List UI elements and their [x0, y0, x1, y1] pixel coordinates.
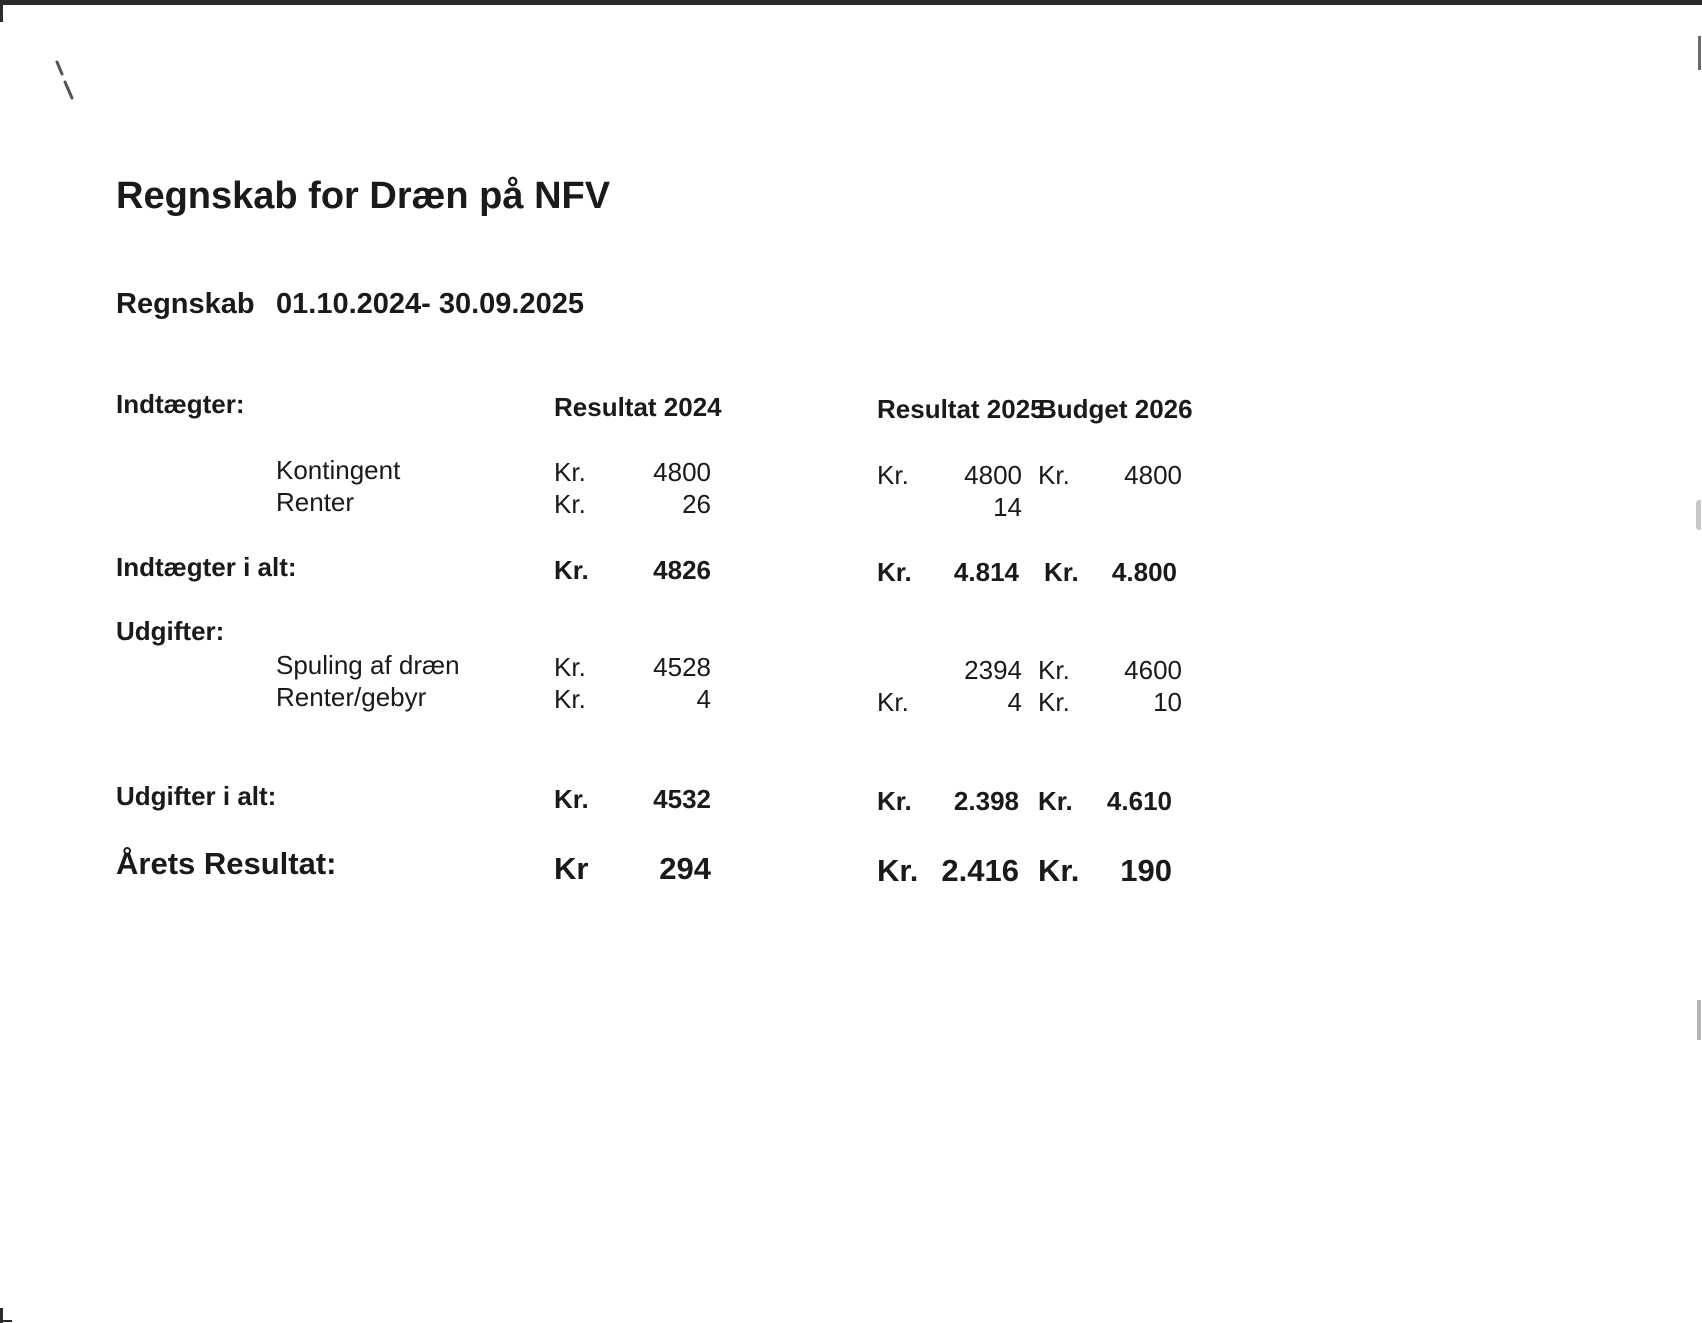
result-2026-value: 190 — [1120, 853, 1172, 888]
renter-2025-value: 14 — [993, 492, 1022, 522]
gebyr-2025-currency: Kr. — [877, 687, 909, 717]
result-2025-currency: Kr. — [877, 853, 919, 888]
gebyr-2025-value: 4 — [1007, 687, 1022, 717]
spuling-2025-value: 2394 — [964, 655, 1022, 685]
renter-2024-value: 26 — [682, 489, 711, 519]
gebyr-2026-value: 10 — [1153, 687, 1182, 717]
scan-edge-right — [1698, 36, 1701, 70]
kontingent-2026-currency: Kr. — [1038, 460, 1070, 490]
expenses-total-2024-value: 4532 — [653, 784, 711, 814]
scan-edge-bottom — [0, 1320, 12, 1322]
row-label-kontingent: Kontingent — [276, 455, 401, 485]
period-label: Regnskab — [116, 288, 255, 320]
kontingent-2024-currency: Kr. — [554, 457, 586, 487]
income-total-2026-value: 4.800 — [1111, 557, 1177, 587]
spuling-2024-currency: Kr. — [554, 652, 586, 682]
kontingent-2024-value: 4800 — [653, 457, 711, 487]
income-total-2024-value: 4826 — [653, 555, 711, 585]
scan-edge-right-mark — [1696, 500, 1701, 530]
document-title: Regnskab for Dræn på NFV — [116, 175, 611, 217]
expenses-total-2025-value: 2.398 — [953, 786, 1019, 816]
spuling-2026-currency: Kr. — [1038, 655, 1070, 685]
renter-2024-currency: Kr. — [554, 489, 586, 519]
result-2024-value: 294 — [659, 851, 711, 886]
result-2024-currency: Kr — [554, 851, 589, 886]
scan-edge-top — [0, 0, 1702, 5]
result-2026-currency: Kr. — [1038, 853, 1080, 888]
kontingent-2026-value: 4800 — [1124, 460, 1182, 490]
spuling-2026-value: 4600 — [1124, 655, 1182, 685]
row-label-renter: Renter — [276, 487, 355, 517]
expenses-total-2026-currency: Kr. — [1038, 786, 1073, 816]
column-header-budget-2026: Budget 2026 — [1038, 394, 1193, 424]
expenses-total-2025-currency: Kr. — [877, 786, 912, 816]
kontingent-2025-value: 4800 — [964, 460, 1022, 490]
income-total-2025-currency: Kr. — [877, 557, 912, 587]
scan-edge-right-lower — [1697, 1000, 1701, 1040]
gebyr-2026-currency: Kr. — [1038, 687, 1070, 717]
period-range: 01.10.2024- 30.09.2025 — [276, 288, 584, 320]
expenses-total-2026-value: 4.610 — [1106, 786, 1172, 816]
result-2025-value: 2.416 — [941, 853, 1019, 888]
spuling-2024-value: 4528 — [653, 652, 711, 682]
gebyr-2024-currency: Kr. — [554, 684, 586, 714]
income-total-2025-value: 4.814 — [953, 557, 1019, 587]
section-income-heading: Indtægter: — [116, 389, 245, 419]
gebyr-2024-value: 4 — [696, 684, 711, 714]
income-total-2024-currency: Kr. — [554, 555, 589, 585]
scan-edge-left-top — [0, 0, 3, 22]
row-label-income-total: Indtægter i alt: — [116, 552, 297, 582]
pen-mark-icon — [55, 60, 77, 102]
row-label-gebyr: Renter/gebyr — [276, 682, 427, 712]
section-expenses-heading: Udgifter: — [116, 616, 225, 646]
expenses-total-2024-currency: Kr. — [554, 784, 589, 814]
row-label-annual-result: Årets Resultat: — [116, 846, 337, 881]
row-label-spuling: Spuling af dræn — [276, 650, 460, 680]
kontingent-2025-currency: Kr. — [877, 460, 909, 490]
row-label-expenses-total: Udgifter i alt: — [116, 781, 277, 811]
column-header-result-2024: Resultat 2024 — [554, 392, 722, 422]
column-header-result-2025: Resultat 2025 — [877, 394, 1045, 424]
income-total-2026-currency: Kr. — [1044, 557, 1079, 587]
